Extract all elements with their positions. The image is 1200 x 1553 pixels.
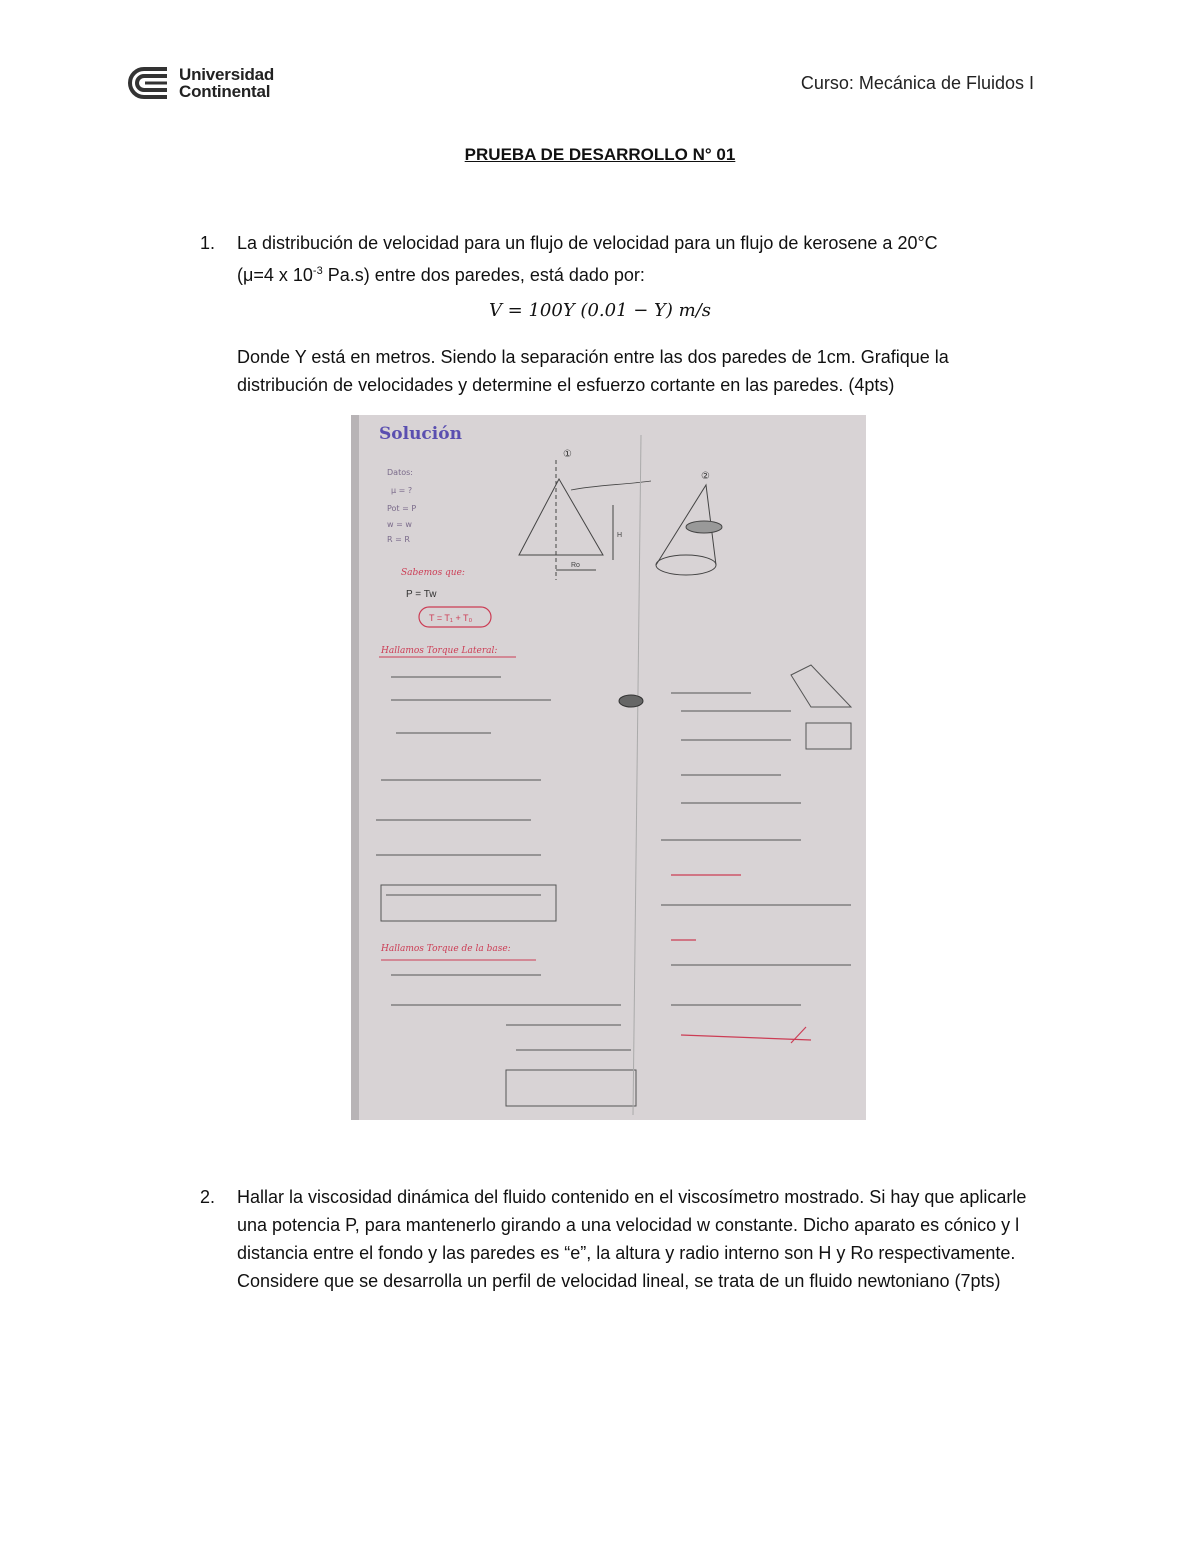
- question-1-text-b-pre: (μ=4 x 10: [237, 265, 313, 285]
- velocity-equation: V = 100Y (0.01 − Y) m/s: [488, 300, 712, 321]
- datos-0: Datos:: [387, 468, 413, 477]
- datos-4: R = R: [387, 535, 410, 544]
- solution-sketch: [351, 415, 866, 1120]
- course-label: Curso: Mecánica de Fluidos I: [800, 73, 1034, 93]
- label-1: ①: [563, 449, 572, 460]
- label-ro: Ro: [571, 562, 580, 569]
- lateral-heading: Hallamos Torque Lateral:: [381, 646, 498, 656]
- datos-1: μ = ?: [391, 486, 413, 495]
- logo-line2: Continental: [179, 82, 271, 101]
- question-1-text-a: La distribución de velocidad para un flujo de velocidad para un flujo de kerosene a 20°C: [237, 233, 938, 253]
- question-1: [200, 229, 1040, 289]
- question-1-part-c: [200, 343, 1040, 399]
- question-2: [200, 1183, 1040, 1295]
- logo-mark-icon: [127, 66, 173, 100]
- question-1-exponent: -3: [312, 265, 323, 277]
- question-2-number: 2.: [200, 1187, 216, 1207]
- datos-2: Pot = P: [387, 504, 417, 513]
- page-title: PRUEBA DE DESARROLLO N° 01: [464, 145, 736, 164]
- datos-3: w = w: [387, 520, 412, 529]
- fondo-heading: Hallamos Torque de la base:: [381, 944, 511, 954]
- sabemos-heading: Sabemos que:: [401, 568, 465, 578]
- question-1-text-b-post: Pa.s) entre dos paredes, está dado por:: [322, 265, 645, 285]
- university-logo: [127, 66, 274, 100]
- p-equation: P = Tw: [406, 589, 437, 600]
- logo-line1: Universidad: [179, 65, 275, 84]
- solucion-heading: Solución: [379, 424, 462, 444]
- question-1-text-c: Donde Y está en metros. Siendo la separación entre las dos paredes de 1cm. Grafique la distribución de velocidades y determine el esfuerzo cortante en las paredes. (4pts): [237, 347, 949, 395]
- question-1-text-b: [237, 257, 1040, 289]
- question-1-number: 1.: [200, 233, 216, 253]
- label-2: ②: [701, 471, 710, 482]
- handwritten-solution-photo: [351, 415, 866, 1120]
- label-h: H: [617, 532, 623, 539]
- question-2-text: Hallar la viscosidad dinámica del fluido contenido en el viscosímetro mostrado. Si hay que aplicarle una potencia P, para mantenerlo girando a una velocidad w constante. Dicho aparato es cónico y l distancia entre el fondo y las paredes es “e”, la altura y radio interno son H y Ro respectivamente. Considere que se desarrolla un perfil de velocidad lineal, se trata de un fluido newtoniano (7pts): [237, 1187, 1027, 1291]
- t-equation: T = T₁ + T₀: [429, 613, 473, 623]
